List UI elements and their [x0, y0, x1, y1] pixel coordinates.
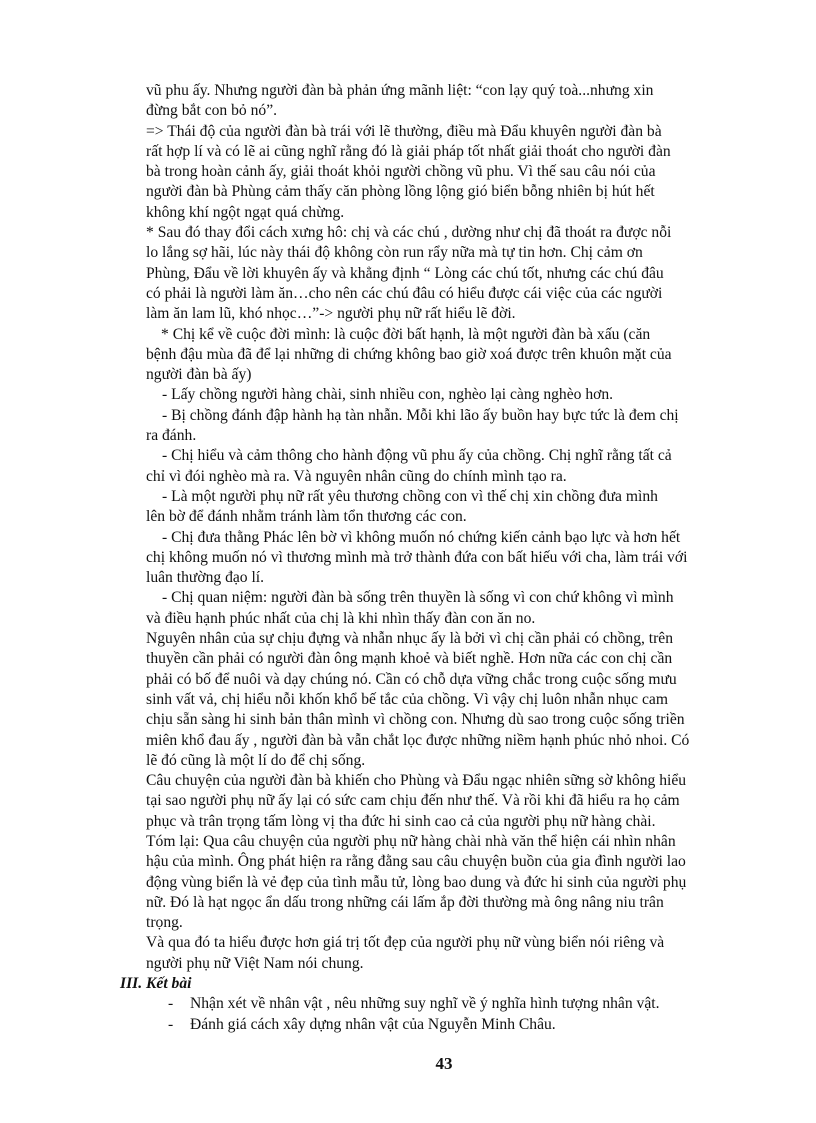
text-line: - Chị quan niệm: người đàn bà sống trên thuyền là sống vì con chứ không vì mình — [162, 589, 674, 607]
text-line: Tóm lại: Qua câu chuyện của người phụ nữ hàng chài nhà văn thể hiện cái nhìn nhân — [146, 832, 676, 850]
text-line: luân thường đạo lí. — [146, 569, 265, 587]
list-item-text: Đánh giá cách xây dựng nhân vật của Nguyễn Minh Châu. — [190, 1015, 556, 1033]
text-line: - Lấy chồng người hàng chài, sinh nhiều con, nghèo lại càng nghèo hơn. — [162, 386, 614, 404]
text-line: Nguyên nhân của sự chịu đựng và nhẫn nhục ấy là bởi vì chị cần phải có chồng, trên — [146, 630, 674, 648]
text-line: động vùng biển là vẻ đẹp của tình mẫu tử, lòng bao dung và đức hi sinh của người phụ — [146, 873, 687, 891]
text-line: lên bờ để đánh nhằm tránh làm tổn thương các con. — [146, 508, 467, 526]
text-line: chịu sẵn sàng hi sinh bản thân mình vì chồng con. Nhưng dù sao trong cuộc sống triền — [146, 711, 685, 729]
text-line: * Sau đó thay đổi cách xưng hô: chị và các chú , dường như chị đã thoát ra được nỗi — [146, 224, 672, 242]
text-line: thuyền cần phải có người đàn ông mạnh khoẻ và biết nghề. Hơn nữa các con chị cần — [146, 650, 673, 668]
bullet-marker: - — [168, 995, 174, 1013]
text-line: phải có bố để nuôi và dạy chúng nó. Cần có chỗ dựa vững chắc trong cuộc sống mưu — [146, 670, 677, 688]
text-line: - Bị chồng đánh đập hành hạ tàn nhẫn. Mỗi khi lão ấy buồn hay bực tức là đem chị — [162, 406, 679, 424]
text-line: trọng. — [146, 914, 183, 932]
text-line: người đàn bà ấy) — [146, 366, 252, 384]
page-number: 43 — [435, 1054, 453, 1073]
text-line: chỉ vì đói nghèo mà ra. Và nguyên nhân cũng do chính mình tạo ra. — [146, 467, 567, 485]
text-line: bệnh đậu mùa đã để lại những di chứng không bao giờ xoá được trên khuôn mặt của — [146, 345, 672, 363]
text-line: chị không muốn nó vì thương mình mà trở thành đứa con bất hiếu với cha, làm trái với — [146, 548, 688, 566]
text-line: lo lắng sợ hãi, lúc này thái độ không còn run rẩy nữa mà tự tin hơn. Chị cảm ơn — [146, 244, 643, 262]
text-line: * Chị kể về cuộc đời mình: là cuộc đời bất hạnh, là một người đàn bà xấu (căn — [161, 325, 651, 343]
text-line: hậu của mình. Ông phát hiện ra rằng đằng sau câu chuyện buồn của gia đình người lao — [146, 853, 686, 871]
text-line: miên khổ đau ấy , người đàn bà vẫn chắt lọc được những niềm hạnh phúc nhỏ nhoi. Có — [146, 731, 690, 749]
text-line: bà trong hoàn cảnh ấy, giải thoát khỏi người chồng vũ phu. Vì thế sau câu nói của — [146, 163, 656, 181]
text-line: lẽ đó cũng là một lí do để chị sống. — [146, 751, 366, 769]
text-line: làm ăn lam lũ, khó nhọc…”-> người phụ nữ rất hiểu lẽ đời. — [146, 305, 516, 323]
text-line: và điều hạnh phúc nhất của chị là khi nhìn thấy đàn con ăn no. — [146, 609, 536, 627]
section-heading: III. Kết bài — [120, 975, 192, 993]
text-line: đừng bắt con bỏ nó”. — [146, 102, 278, 120]
text-line: phục và trân trọng tấm lòng vị tha đức hi sinh cao cả của người phụ nữ hàng chài. — [146, 812, 656, 830]
list-item — [146, 994, 758, 1014]
text-line: - Là một người phụ nữ rất yêu thương chồng con vì thế chị xin chồng đưa mình — [162, 487, 658, 505]
text-line: Câu chuyện của người đàn bà khiến cho Phùng và Đẩu ngạc nhiên sững sờ không hiểu — [146, 772, 687, 790]
text-line: không khí ngột ngạt quá chừng. — [146, 203, 345, 221]
text-line: có phải là người làm ăn…cho nên các chú đâu có hiểu được cái việc của các người — [146, 284, 663, 302]
text-line: vũ phu ấy. Nhưng người đàn bà phản ứng mãnh liệt: “con lạy quý toà...nhưng xin — [146, 82, 654, 99]
text-line: nữ. Đó là hạt ngọc ẩn dấu trong những cái lấm ắp đời thường mà ông nâng niu trân — [146, 893, 664, 911]
text-line: - Chị hiểu và cảm thông cho hành động vũ phu ấy của chồng. Chị nghĩ rằng tất cả — [162, 447, 672, 465]
body-text — [120, 81, 758, 1035]
text-line: Phùng, Đẩu về lời khuyên ấy và khẳng định “ Lòng các chú tốt, nhưng các chú đâu — [146, 264, 664, 282]
text-line: ra đánh. — [146, 427, 197, 445]
text-line: người đàn bà Phùng cảm thấy căn phòng lồng lộng gió biển bỗng nhiên bị hút hết — [146, 183, 655, 201]
text-line: Và qua đó ta hiểu được hơn giá trị tốt đẹp của người phụ nữ vùng biển nói riêng và — [146, 934, 665, 952]
text-line: sinh vất vả, chị hiểu nỗi khốn khổ bế tắc của chồng. Vì vậy chị luôn nhẫn nhục cam — [146, 690, 668, 708]
list-item-text: Nhận xét về nhân vật , nêu những suy nghĩ về ý nghĩa hình tượng nhân vật. — [190, 995, 660, 1013]
text-line: người phụ nữ Việt Nam nói chung. — [146, 954, 364, 972]
bullet-marker: - — [168, 1015, 174, 1033]
text-line: rất hợp lí và có lẽ ai cũng nghĩ rằng đó là giải pháp tốt nhất giải thoát cho người đàn — [146, 142, 671, 160]
text-line: => Thái độ của người đàn bà trái với lẽ thường, điều mà Đẩu khuyên người đàn bà — [146, 122, 662, 140]
text-line: tại sao người phụ nữ ấy lại có sức cam chịu đến như thế. Và rồi khi đã hiểu ra họ cảm — [146, 792, 680, 810]
text-line: - Chị đưa thằng Phác lên bờ vì không muốn nó chứng kiến cảnh bạo lực và hơn hết — [162, 528, 681, 546]
list-item — [146, 1015, 758, 1035]
